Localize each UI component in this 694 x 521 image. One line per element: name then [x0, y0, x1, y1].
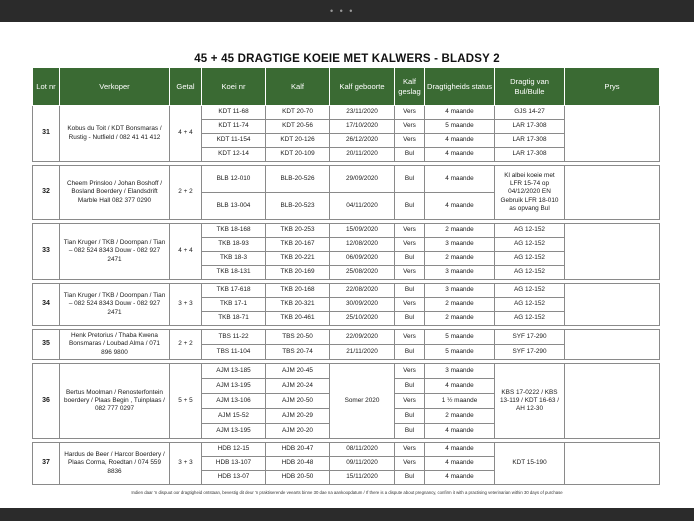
count-cell: 4 + 4 — [170, 224, 202, 280]
cow-number: AJM 15-52 — [202, 409, 266, 424]
preg-status: 4 maande — [425, 166, 495, 193]
calf-sex: Bul — [395, 312, 425, 326]
count-cell: 4 + 4 — [170, 106, 202, 162]
preg-by-bull: AG 12-152 — [495, 312, 565, 326]
cow-number: HDB 13-07 — [202, 471, 266, 485]
calf-sex: Bul — [395, 424, 425, 439]
cow-number: KDT 12-14 — [202, 148, 266, 162]
preg-status: 5 maande — [425, 120, 495, 134]
cow-number: KDT 11-154 — [202, 134, 266, 148]
cow-number: AJM 13-185 — [202, 364, 266, 379]
preg-by-bull: KBS 17-0222 / KBS 13-119 / KDT 16-63 / AH 12-30 — [495, 364, 565, 439]
seller-cell: Cheem Prinsloo / Johan Boshoff / Bosland Boerdery / Elandsdrift Marble Hall 082 377 0290 — [60, 166, 170, 220]
price-cell — [565, 364, 660, 439]
price-cell — [565, 443, 660, 485]
header-calf: Kalf — [266, 68, 330, 106]
calf-sex: Vers — [395, 238, 425, 252]
more-dots-icon[interactable]: • • • — [330, 6, 355, 16]
count-cell: 3 + 3 — [170, 443, 202, 485]
table-row — [33, 284, 660, 298]
preg-by-bull: LAR 17-308 — [495, 148, 565, 162]
calf-birth: 04/11/2020 — [330, 193, 395, 220]
preg-status: 2 maande — [425, 252, 495, 266]
viewer-top-bar — [0, 0, 694, 22]
header-preg-by: Dragtig van Bul/Bulle — [495, 68, 565, 106]
table-row — [33, 166, 660, 193]
preg-by-bull: LAR 17-308 — [495, 120, 565, 134]
table-row — [33, 330, 660, 345]
calf-number: AJM 20-20 — [266, 424, 330, 439]
preg-by-bull: SYF 17-290 — [495, 345, 565, 360]
calf-number: BLB-20-526 — [266, 166, 330, 193]
header-lot: Lot nr — [33, 68, 60, 106]
calf-number: TBS 20-50 — [266, 330, 330, 345]
preg-by-bull: SYF 17-290 — [495, 330, 565, 345]
cow-number: TKB 18-168 — [202, 224, 266, 238]
cow-number: TKB 18-3 — [202, 252, 266, 266]
calf-birth: 25/10/2020 — [330, 312, 395, 326]
calf-sex: Vers — [395, 394, 425, 409]
calf-sex: Bul — [395, 252, 425, 266]
preg-status: 4 maande — [425, 148, 495, 162]
cow-number: TKB 18-131 — [202, 266, 266, 280]
cow-number: TBS 11-22 — [202, 330, 266, 345]
preg-status: 4 maande — [425, 106, 495, 120]
lot-number: 37 — [33, 443, 60, 485]
calf-birth: 17/10/2020 — [330, 120, 395, 134]
calf-number: HDB 20-47 — [266, 443, 330, 457]
lot-number: 36 — [33, 364, 60, 439]
calf-birth: 12/08/2020 — [330, 238, 395, 252]
cow-number: TBS 11-104 — [202, 345, 266, 360]
calf-sex: Vers — [395, 443, 425, 457]
header-calf-birth: Kalf geboorte — [330, 68, 395, 106]
calf-birth: 15/09/2020 — [330, 224, 395, 238]
calf-number: KDT 20-56 — [266, 120, 330, 134]
cow-number: TKB 17-1 — [202, 298, 266, 312]
count-cell: 2 + 2 — [170, 166, 202, 220]
table-row — [33, 106, 660, 120]
preg-status: 4 maande — [425, 379, 495, 394]
count-cell: 5 + 5 — [170, 364, 202, 439]
count-cell: 3 + 3 — [170, 284, 202, 326]
calf-birth: 23/11/2020 — [330, 106, 395, 120]
calf-sex: Bul — [395, 409, 425, 424]
calf-number: TKB 20-168 — [266, 284, 330, 298]
seller-cell: Henk Pretorius / Thaba Kwena Bonsmaras / Loubad Alma / 071 896 9800 — [60, 330, 170, 360]
calf-birth: 30/09/2020 — [330, 298, 395, 312]
preg-status: 4 maande — [425, 443, 495, 457]
calf-birth: 29/09/2020 — [330, 166, 395, 193]
calf-number: AJM 20-24 — [266, 379, 330, 394]
cow-number: AJM 13-195 — [202, 424, 266, 439]
preg-status: 2 maande — [425, 224, 495, 238]
calf-sex: Bul — [395, 345, 425, 360]
price-cell — [565, 224, 660, 280]
header-calf-sex: Kalf geslag — [395, 68, 425, 106]
table-row — [33, 443, 660, 457]
calf-number: AJM 20-29 — [266, 409, 330, 424]
price-cell — [565, 106, 660, 162]
calf-sex: Bul — [395, 379, 425, 394]
table-row — [33, 224, 660, 238]
calf-sex: Vers — [395, 224, 425, 238]
calf-number: AJM 20-50 — [266, 394, 330, 409]
calf-number: BLB-20-523 — [266, 193, 330, 220]
calf-sex: Bul — [395, 471, 425, 485]
calf-birth: 22/08/2020 — [330, 284, 395, 298]
preg-status: 3 maande — [425, 364, 495, 379]
lot-number: 34 — [33, 284, 60, 326]
calf-birth: 21/11/2020 — [330, 345, 395, 360]
preg-status: 4 maande — [425, 424, 495, 439]
preg-status: 5 maande — [425, 330, 495, 345]
preg-by-bull: KDT 15-190 — [495, 443, 565, 485]
header-preg-status: Dragtigheids status — [425, 68, 495, 106]
cow-number: AJM 13-195 — [202, 379, 266, 394]
price-cell — [565, 284, 660, 326]
calf-birth: 15/11/2020 — [330, 471, 395, 485]
lot-number: 32 — [33, 166, 60, 220]
cow-number: AJM 13-106 — [202, 394, 266, 409]
price-cell — [565, 166, 660, 220]
preg-status: 2 maande — [425, 312, 495, 326]
calf-number: KDT 20-70 — [266, 106, 330, 120]
price-cell — [565, 330, 660, 360]
table-row — [33, 364, 660, 379]
calf-birth: 26/12/2020 — [330, 134, 395, 148]
calf-sex: Vers — [395, 364, 425, 379]
calf-sex: Vers — [395, 134, 425, 148]
calf-number: KDT 20-126 — [266, 134, 330, 148]
calf-number: AJM 20-45 — [266, 364, 330, 379]
viewer-bottom-bar — [0, 508, 694, 521]
lot-number: 33 — [33, 224, 60, 280]
preg-status: 2 maande — [425, 409, 495, 424]
table-header-row — [33, 68, 660, 106]
calf-number: TBS 20-74 — [266, 345, 330, 360]
calf-birth: 20/11/2020 — [330, 148, 395, 162]
preg-status: 5 maande — [425, 345, 495, 360]
preg-by-bull: LAR 17-308 — [495, 134, 565, 148]
calf-sex: Vers — [395, 298, 425, 312]
cow-number: BLB 13-004 — [202, 193, 266, 220]
calf-sex: Vers — [395, 106, 425, 120]
cow-number: KDT 11-68 — [202, 106, 266, 120]
cow-number: TKB 18-71 — [202, 312, 266, 326]
seller-cell: Hardus de Beer / Harcor Boerdery / Plaas Corma, Roedtan / 074 559 8836 — [60, 443, 170, 485]
preg-by-bull: AG 12-152 — [495, 252, 565, 266]
calf-sex: Bul — [395, 193, 425, 220]
header-seller: Verkoper — [60, 68, 170, 106]
calf-number: TKB 20-321 — [266, 298, 330, 312]
calf-number: TKB 20-169 — [266, 266, 330, 280]
calf-birth: 22/09/2020 — [330, 330, 395, 345]
preg-status: 3 maande — [425, 238, 495, 252]
cow-number: TKB 18-93 — [202, 238, 266, 252]
seller-cell: Kobus du Toit / KDT Bonsmaras / Rustig - Nutfield / 082 41 41 412 — [60, 106, 170, 162]
count-cell: 2 + 2 — [170, 330, 202, 360]
preg-by-bull: AG 12-152 — [495, 266, 565, 280]
header-cow: Koei nr — [202, 68, 266, 106]
calf-sex: Bul — [395, 148, 425, 162]
calf-birth: Somer 2020 — [330, 364, 395, 439]
calf-number: HDB 20-50 — [266, 471, 330, 485]
calf-sex: Bul — [395, 284, 425, 298]
calf-number: TKB 20-253 — [266, 224, 330, 238]
preg-status: 3 maande — [425, 284, 495, 298]
cow-number: TKB 17-618 — [202, 284, 266, 298]
preg-status: 4 maande — [425, 471, 495, 485]
preg-by-bull: AG 12-152 — [495, 238, 565, 252]
calf-birth: 08/11/2020 — [330, 443, 395, 457]
calf-number: HDB 20-48 — [266, 457, 330, 471]
calf-birth: 06/09/2020 — [330, 252, 395, 266]
footnote: Indien daar 'n dispuut oor dragtigheid ontstaan, bevestig dit deur 'n praktiserende veearts binne 30 dae na aankoopdatum / If there is a dispute about pregnancy, confirm it with a practising veterinarian within 30 days of purchase — [131, 490, 563, 495]
header-count: Getal — [170, 68, 202, 106]
header-price: Prys — [565, 68, 660, 106]
page-title: 45 + 45 DRAGTIGE KOEIE MET KALWERS - BLADSY 2 — [194, 53, 500, 65]
calf-birth: 09/11/2020 — [330, 457, 395, 471]
seller-cell: Tian Kruger / TKB / Doornpan / Tian – 082 524 8343 Douw - 082 927 2471 — [60, 284, 170, 326]
preg-by-bull: Kl albei koeie met LFR 15-74 op 04/12/2020 EN Gebruik LFR 18-010 as opvang Bul — [495, 166, 565, 220]
calf-sex: Vers — [395, 266, 425, 280]
calf-number: TKB 20-461 — [266, 312, 330, 326]
seller-cell: Tian Kruger / TKB / Doornpan / Tian – 082 524 8343 Douw - 082 927 2471 — [60, 224, 170, 280]
calf-number: TKB 20-221 — [266, 252, 330, 266]
preg-status: 4 maande — [425, 457, 495, 471]
preg-status: 1 ½ maande — [425, 394, 495, 409]
preg-status: 4 maande — [425, 134, 495, 148]
cattle-lots-table — [32, 68, 660, 485]
preg-by-bull: AG 12-152 — [495, 224, 565, 238]
lots-body — [33, 106, 660, 485]
cow-number: KDT 11-74 — [202, 120, 266, 134]
calf-sex: Bul — [395, 166, 425, 193]
preg-by-bull: GJS 14-27 — [495, 106, 565, 120]
preg-status: 3 maande — [425, 266, 495, 280]
cow-number: HDB 13-107 — [202, 457, 266, 471]
preg-status: 2 maande — [425, 298, 495, 312]
calf-number: KDT 20-109 — [266, 148, 330, 162]
preg-by-bull: AG 12-152 — [495, 284, 565, 298]
cow-number: HDB 12-15 — [202, 443, 266, 457]
calf-birth: 25/08/2020 — [330, 266, 395, 280]
lot-number: 31 — [33, 106, 60, 162]
preg-by-bull: AG 12-152 — [495, 298, 565, 312]
calf-number: TKB 20-167 — [266, 238, 330, 252]
cow-number: BLB 12-010 — [202, 166, 266, 193]
preg-status: 4 maande — [425, 193, 495, 220]
calf-sex: Vers — [395, 330, 425, 345]
calf-sex: Vers — [395, 457, 425, 471]
lot-number: 35 — [33, 330, 60, 360]
calf-sex: Vers — [395, 120, 425, 134]
seller-cell: Bertus Moolman / Renosterfontein boerdery / Plaas Begin , Tuinplaas / 082 777 0297 — [60, 364, 170, 439]
